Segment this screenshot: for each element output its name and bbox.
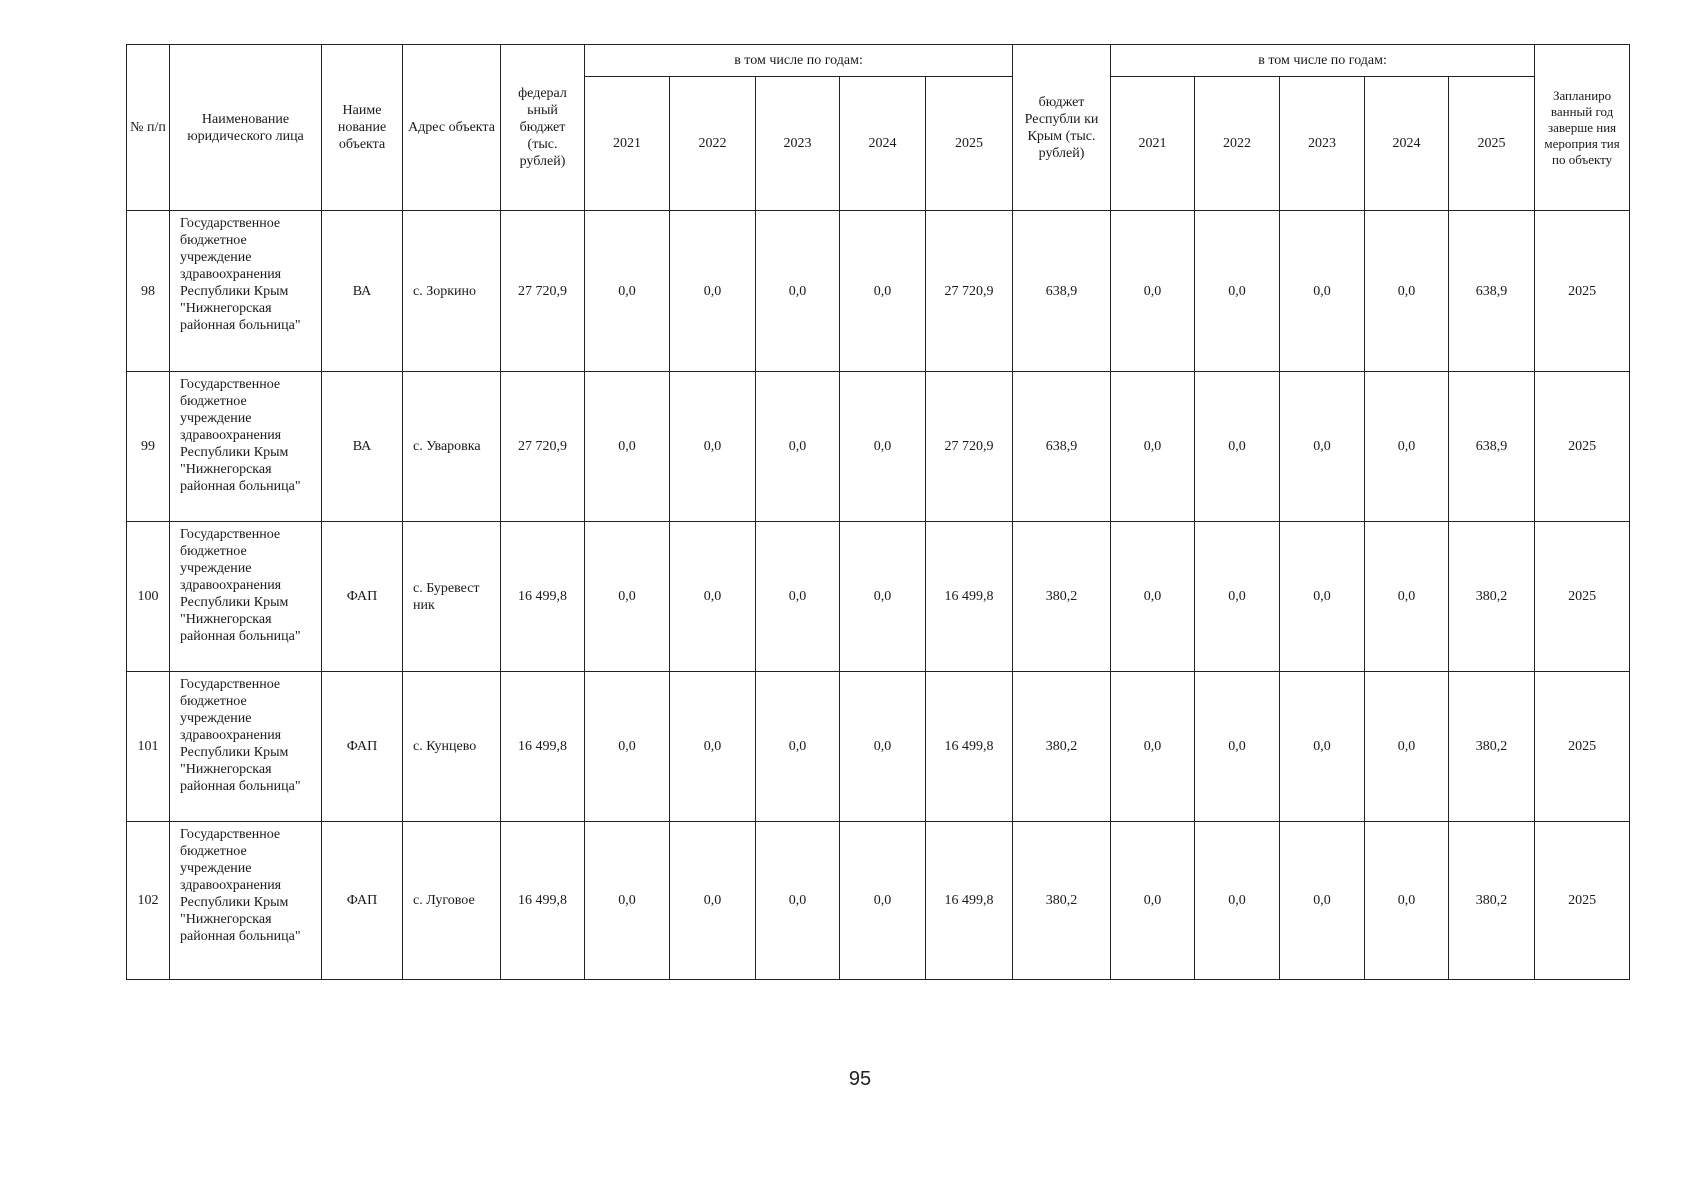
header-regional-year-2021: 2021 — [1111, 77, 1195, 211]
federal-2024: 0,0 — [840, 211, 926, 372]
regional-2025: 638,9 — [1449, 211, 1535, 372]
federal-total: 16 499,8 — [501, 522, 585, 672]
regional-2023: 0,0 — [1280, 822, 1365, 980]
regional-2022: 0,0 — [1195, 211, 1280, 372]
table-row — [127, 522, 1630, 672]
regional-2025: 638,9 — [1449, 372, 1535, 522]
row-number: 99 — [127, 372, 170, 522]
federal-2023: 0,0 — [756, 672, 840, 822]
header-regional-year-2025: 2025 — [1449, 77, 1535, 211]
regional-total: 380,2 — [1013, 522, 1111, 672]
header-federal-year-2024: 2024 — [840, 77, 926, 211]
regional-2024: 0,0 — [1365, 822, 1449, 980]
federal-2025: 27 720,9 — [926, 372, 1013, 522]
federal-total: 16 499,8 — [501, 672, 585, 822]
regional-2024: 0,0 — [1365, 372, 1449, 522]
table-row — [127, 822, 1630, 980]
object-address: с. Зоркино — [403, 211, 501, 372]
org-name: Государственное бюджетное учреждение здравоохранения Республики Крым "Нижнегорская районная больница" — [170, 672, 322, 822]
federal-2025: 16 499,8 — [926, 672, 1013, 822]
regional-2023: 0,0 — [1280, 522, 1365, 672]
planned-year: 2025 — [1535, 372, 1630, 522]
regional-total: 380,2 — [1013, 672, 1111, 822]
header-org-name: Наименование юридического лица — [170, 45, 322, 211]
header-regional-year-2024: 2024 — [1365, 77, 1449, 211]
federal-2024: 0,0 — [840, 522, 926, 672]
federal-2024: 0,0 — [840, 372, 926, 522]
federal-2023: 0,0 — [756, 211, 840, 372]
header-regional-year-2023: 2023 — [1280, 77, 1365, 211]
header-planned-year: Запланиро ванный год заверше ния мероприя тия по объекту — [1535, 45, 1630, 211]
table-row — [127, 211, 1630, 372]
regional-2023: 0,0 — [1280, 372, 1365, 522]
federal-2023: 0,0 — [756, 372, 840, 522]
federal-2024: 0,0 — [840, 672, 926, 822]
federal-total: 27 720,9 — [501, 372, 585, 522]
object-name: ФАП — [322, 672, 403, 822]
header-federal-year-2025: 2025 — [926, 77, 1013, 211]
federal-2022: 0,0 — [670, 522, 756, 672]
object-name: ВА — [322, 372, 403, 522]
regional-2023: 0,0 — [1280, 672, 1365, 822]
header-federal-year-2022: 2022 — [670, 77, 756, 211]
object-address: с. Буревест ник — [403, 522, 501, 672]
planned-year: 2025 — [1535, 211, 1630, 372]
regional-2025: 380,2 — [1449, 672, 1535, 822]
federal-2021: 0,0 — [585, 522, 670, 672]
federal-2022: 0,0 — [670, 372, 756, 522]
object-name: ФАП — [322, 822, 403, 980]
regional-2025: 380,2 — [1449, 522, 1535, 672]
object-address: с. Кунцево — [403, 672, 501, 822]
table-row — [127, 372, 1630, 522]
page-number: 95 — [848, 1068, 872, 1090]
federal-2025: 27 720,9 — [926, 211, 1013, 372]
regional-2022: 0,0 — [1195, 672, 1280, 822]
regional-2021: 0,0 — [1111, 822, 1195, 980]
planned-year: 2025 — [1535, 822, 1630, 980]
object-name: ФАП — [322, 522, 403, 672]
header-federal-by-years: в том числе по годам: — [585, 45, 1013, 77]
federal-2021: 0,0 — [585, 211, 670, 372]
federal-2022: 0,0 — [670, 672, 756, 822]
federal-total: 27 720,9 — [501, 211, 585, 372]
org-name: Государственное бюджетное учреждение здравоохранения Республики Крым "Нижнегорская районная больница" — [170, 372, 322, 522]
regional-2022: 0,0 — [1195, 522, 1280, 672]
header-num: № п/п — [127, 45, 170, 211]
federal-2021: 0,0 — [585, 372, 670, 522]
budget-table — [126, 44, 1630, 980]
regional-total: 638,9 — [1013, 372, 1111, 522]
row-number: 100 — [127, 522, 170, 672]
header-federal-year-2023: 2023 — [756, 77, 840, 211]
regional-2024: 0,0 — [1365, 672, 1449, 822]
table-row — [127, 672, 1630, 822]
header-regional-year-2022: 2022 — [1195, 77, 1280, 211]
federal-2021: 0,0 — [585, 822, 670, 980]
header-address: Адрес объекта — [403, 45, 501, 211]
header-regional-budget: бюджет Республи ки Крым (тыс. рублей) — [1013, 45, 1111, 211]
regional-2023: 0,0 — [1280, 211, 1365, 372]
regional-2021: 0,0 — [1111, 672, 1195, 822]
org-name: Государственное бюджетное учреждение здравоохранения Республики Крым "Нижнегорская районная больница" — [170, 522, 322, 672]
federal-2022: 0,0 — [670, 211, 756, 372]
federal-2021: 0,0 — [585, 672, 670, 822]
row-number: 102 — [127, 822, 170, 980]
header-federal-budget: федерал ьный бюджет (тыс. рублей) — [501, 45, 585, 211]
federal-2024: 0,0 — [840, 822, 926, 980]
object-address: с. Уваровка — [403, 372, 501, 522]
federal-2025: 16 499,8 — [926, 822, 1013, 980]
federal-2023: 0,0 — [756, 522, 840, 672]
header-object-name: Наиме нование объекта — [322, 45, 403, 211]
header-federal-year-2021: 2021 — [585, 77, 670, 211]
planned-year: 2025 — [1535, 672, 1630, 822]
budget-table-sheet — [126, 44, 1629, 980]
row-number: 101 — [127, 672, 170, 822]
federal-total: 16 499,8 — [501, 822, 585, 980]
regional-total: 380,2 — [1013, 822, 1111, 980]
regional-2021: 0,0 — [1111, 211, 1195, 372]
regional-2025: 380,2 — [1449, 822, 1535, 980]
row-number: 98 — [127, 211, 170, 372]
header-regional-by-years: в том числе по годам: — [1111, 45, 1535, 77]
regional-2021: 0,0 — [1111, 522, 1195, 672]
object-name: ВА — [322, 211, 403, 372]
regional-2024: 0,0 — [1365, 211, 1449, 372]
org-name: Государственное бюджетное учреждение здравоохранения Республики Крым "Нижнегорская районная больница" — [170, 822, 322, 980]
object-address: с. Луговое — [403, 822, 501, 980]
regional-2021: 0,0 — [1111, 372, 1195, 522]
regional-total: 638,9 — [1013, 211, 1111, 372]
federal-2025: 16 499,8 — [926, 522, 1013, 672]
federal-2023: 0,0 — [756, 822, 840, 980]
federal-2022: 0,0 — [670, 822, 756, 980]
org-name: Государственное бюджетное учреждение здравоохранения Республики Крым "Нижнегорская районная больница" — [170, 211, 322, 372]
regional-2022: 0,0 — [1195, 822, 1280, 980]
regional-2022: 0,0 — [1195, 372, 1280, 522]
planned-year: 2025 — [1535, 522, 1630, 672]
regional-2024: 0,0 — [1365, 522, 1449, 672]
